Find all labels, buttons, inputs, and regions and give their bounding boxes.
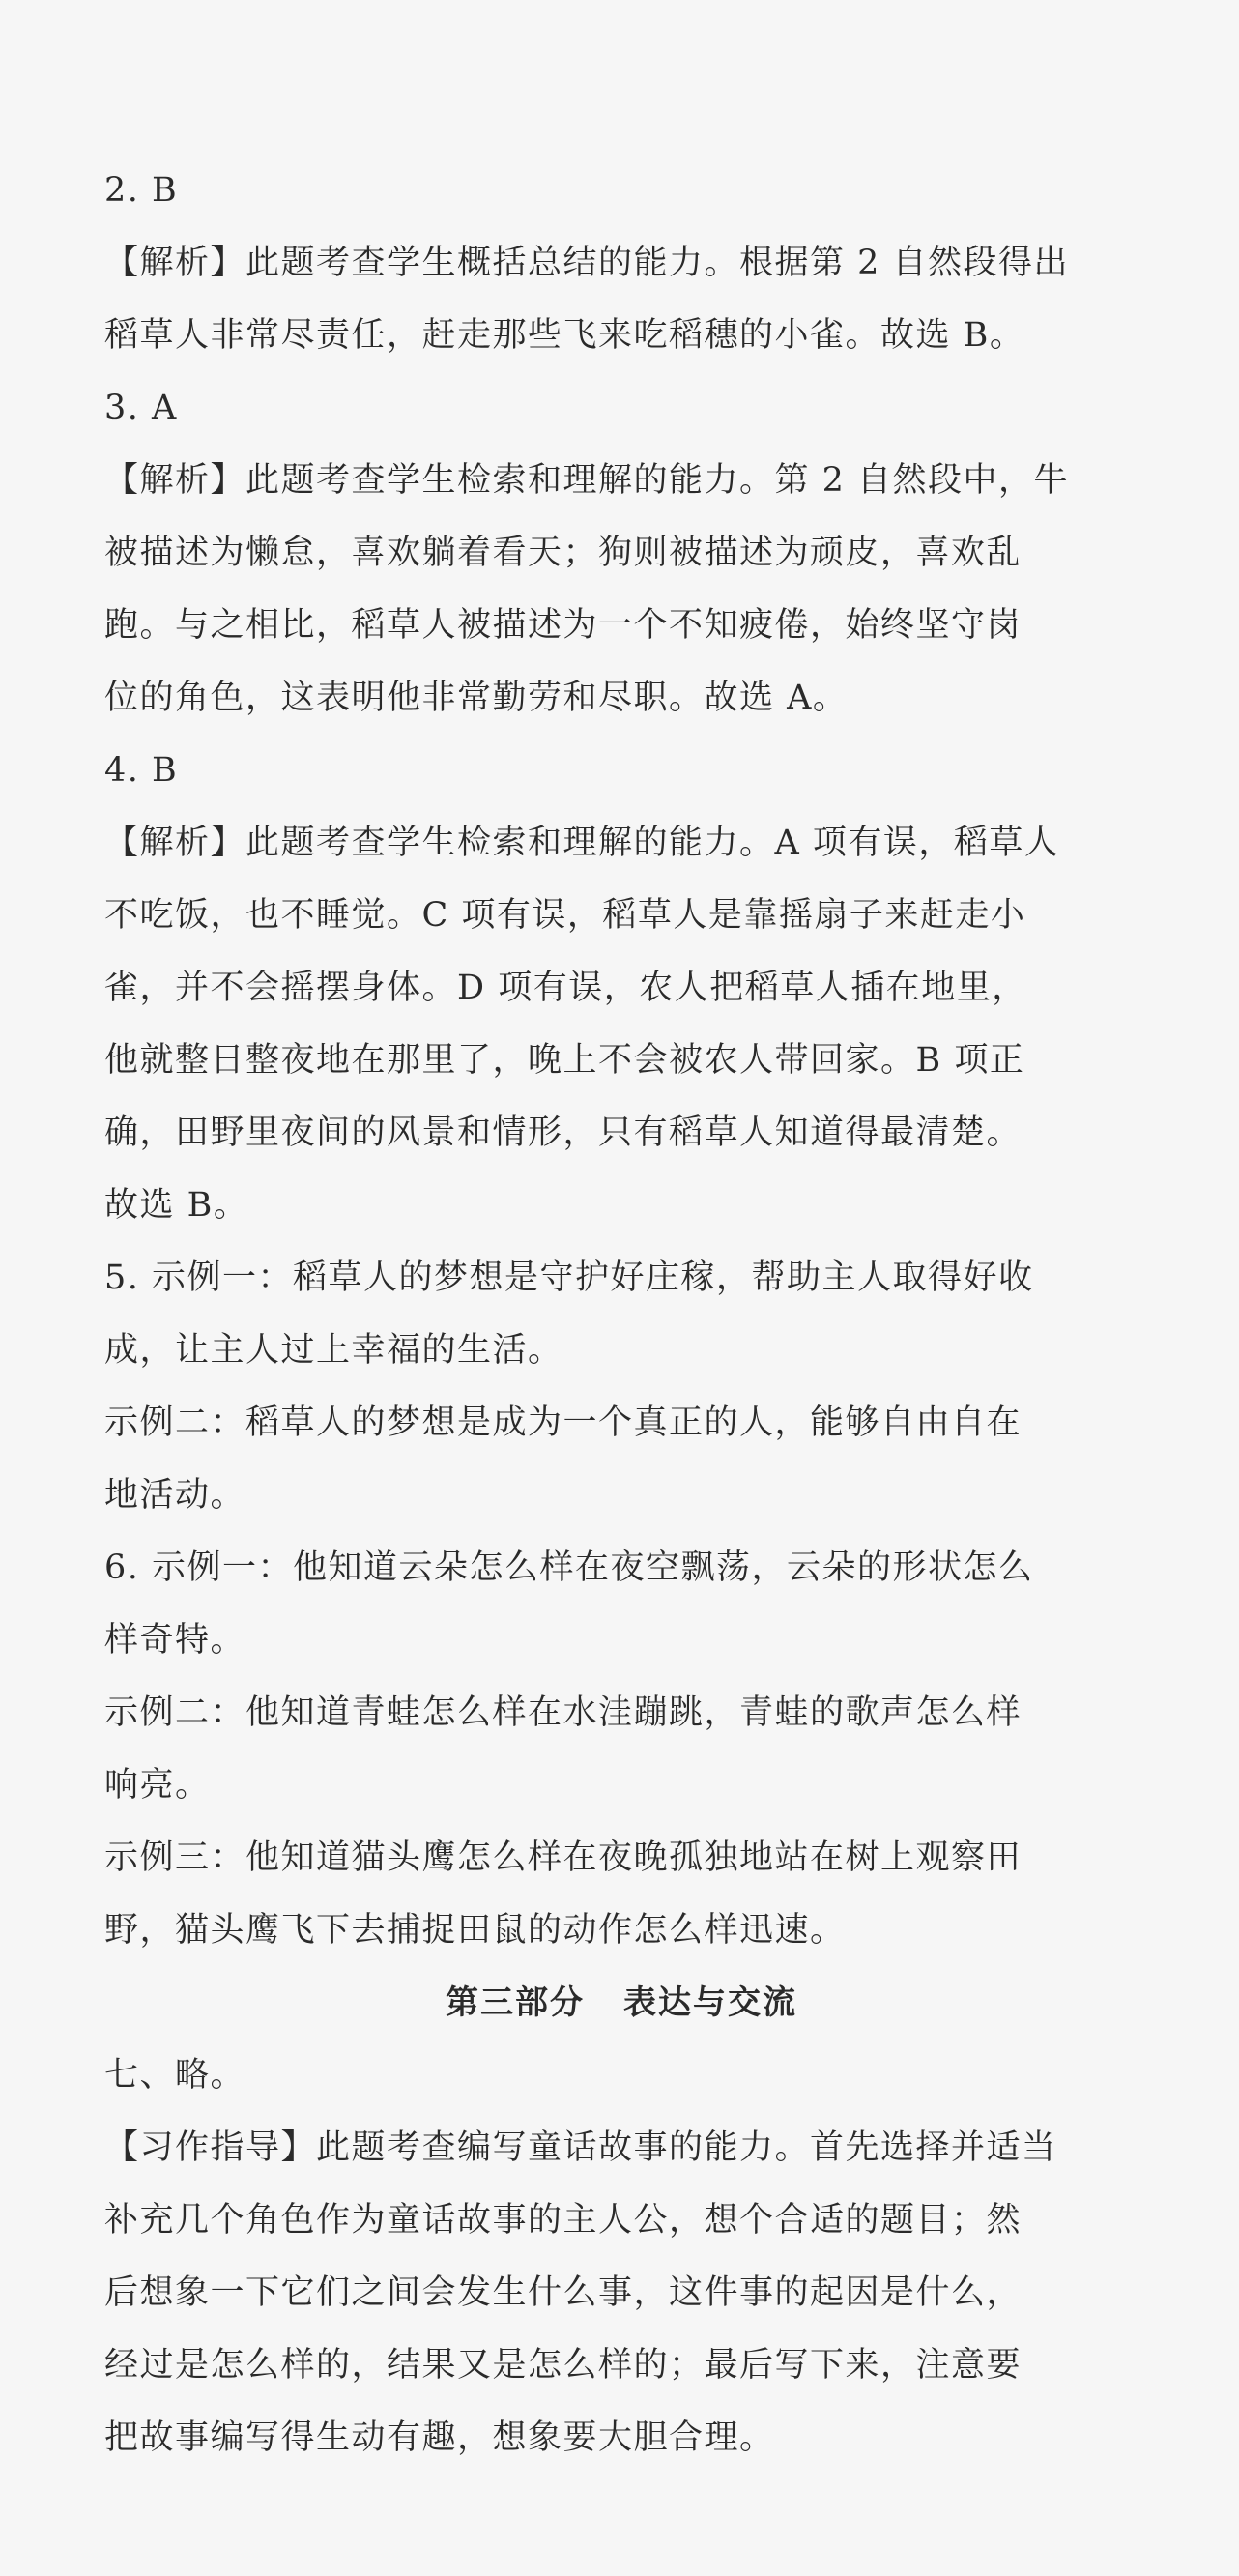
answer-3-analysis-line: 位的角色，这表明他非常勤劳和尽职。故选 A。 — [104, 679, 849, 717]
answer-6-example-line: 示例二：他知道青蛙怎么样在水洼蹦跳，青蛙的歌声怎么样 — [104, 1693, 1023, 1732]
section-heading-part: 第三部分 — [446, 1983, 585, 2022]
section-heading-title: 表达与交流 — [623, 1983, 797, 2022]
writing-guide-line: 后想象一下它们之间会发生什么事，这件事的起因是什么， — [104, 2273, 1023, 2312]
answer-4-analysis-line: 【解析】此题考查学生检索和理解的能力。A 项有误，稻草人 — [104, 824, 1060, 862]
answer-4-analysis-line: 故选 B。 — [104, 1186, 249, 1225]
answer-5-example-line: 示例二：稻草人的梦想是成为一个真正的人，能够自由自在 — [104, 1404, 1023, 1442]
answer-3-heading: 3. A — [104, 389, 178, 427]
answer-3-analysis-line: 被描述为懒怠，喜欢躺着看天；狗则被描述为顽皮，喜欢乱 — [104, 534, 1023, 572]
answer-6-example-line: 示例三：他知道猫头鹰怎么样在夜晚孤独地站在树上观察田 — [104, 1838, 1023, 1877]
section-heading — [104, 1967, 1138, 2040]
writing-guide-line: 【习作指导】此题考查编写童话故事的能力。首先选择并适当 — [104, 2128, 1057, 2167]
answer-6-example-line: 野，猫头鹰飞下去捕捉田鼠的动作怎么样迅速。 — [104, 1911, 846, 1950]
answer-4-analysis-line: 雀，并不会摇摆身体。D 项有误，农人把稻草人插在地里， — [104, 969, 1027, 1007]
answer-5-example-line: 5. 示例一：稻草人的梦想是守护好庄稼，帮助主人取得好收 — [104, 1259, 1034, 1297]
answer-5-example-line: 地活动。 — [104, 1476, 246, 1515]
answer-4-analysis-line: 他就整日整夜地在那里了，晚上不会被农人带回家。B 项正 — [104, 1041, 1025, 1080]
answer-3-analysis-line: 【解析】此题考查学生检索和理解的能力。第 2 自然段中，牛 — [104, 461, 1070, 500]
writing-guide-line: 经过是怎么样的，结果又是怎么样的；最后写下来，注意要 — [104, 2346, 1023, 2385]
answer-5-example-line: 成，让主人过上幸福的生活。 — [104, 1331, 563, 1370]
answer-3-analysis-line: 跑。与之相比，稻草人被描述为一个不知疲倦，始终坚守岗 — [104, 606, 1023, 645]
answer-4-analysis-line: 确，田野里夜间的风景和情形，只有稻草人知道得最清楚。 — [104, 1114, 1023, 1152]
answer-6-example-line: 样奇特。 — [104, 1621, 246, 1660]
answer-2-heading: 2. B — [104, 171, 179, 210]
answer-2-analysis-line: 【解析】此题考查学生概括总结的能力。根据第 2 自然段得出 — [104, 244, 1070, 282]
answer-4-analysis-line: 不吃饭，也不睡觉。C 项有误，稻草人是靠摇扇子来赶走小 — [104, 896, 1026, 935]
answer-7-heading: 七、略。 — [104, 2056, 246, 2095]
writing-guide-line: 把故事编写得生动有趣，想象要大胆合理。 — [104, 2418, 775, 2457]
document-body — [104, 155, 1138, 2475]
writing-guide-line: 补充几个角色作为童话故事的主人公，想个合适的题目；然 — [104, 2201, 1023, 2240]
answer-6-example-line: 响亮。 — [104, 1766, 211, 1805]
answer-2-analysis-line: 稻草人非常尽责任，赶走那些飞来吃稻穗的小雀。故选 B。 — [104, 316, 1025, 355]
answer-4-heading: 4. B — [104, 751, 179, 790]
answer-6-example-line: 6. 示例一：他知道云朵怎么样在夜空飘荡，云朵的形状怎么 — [104, 1548, 1034, 1587]
